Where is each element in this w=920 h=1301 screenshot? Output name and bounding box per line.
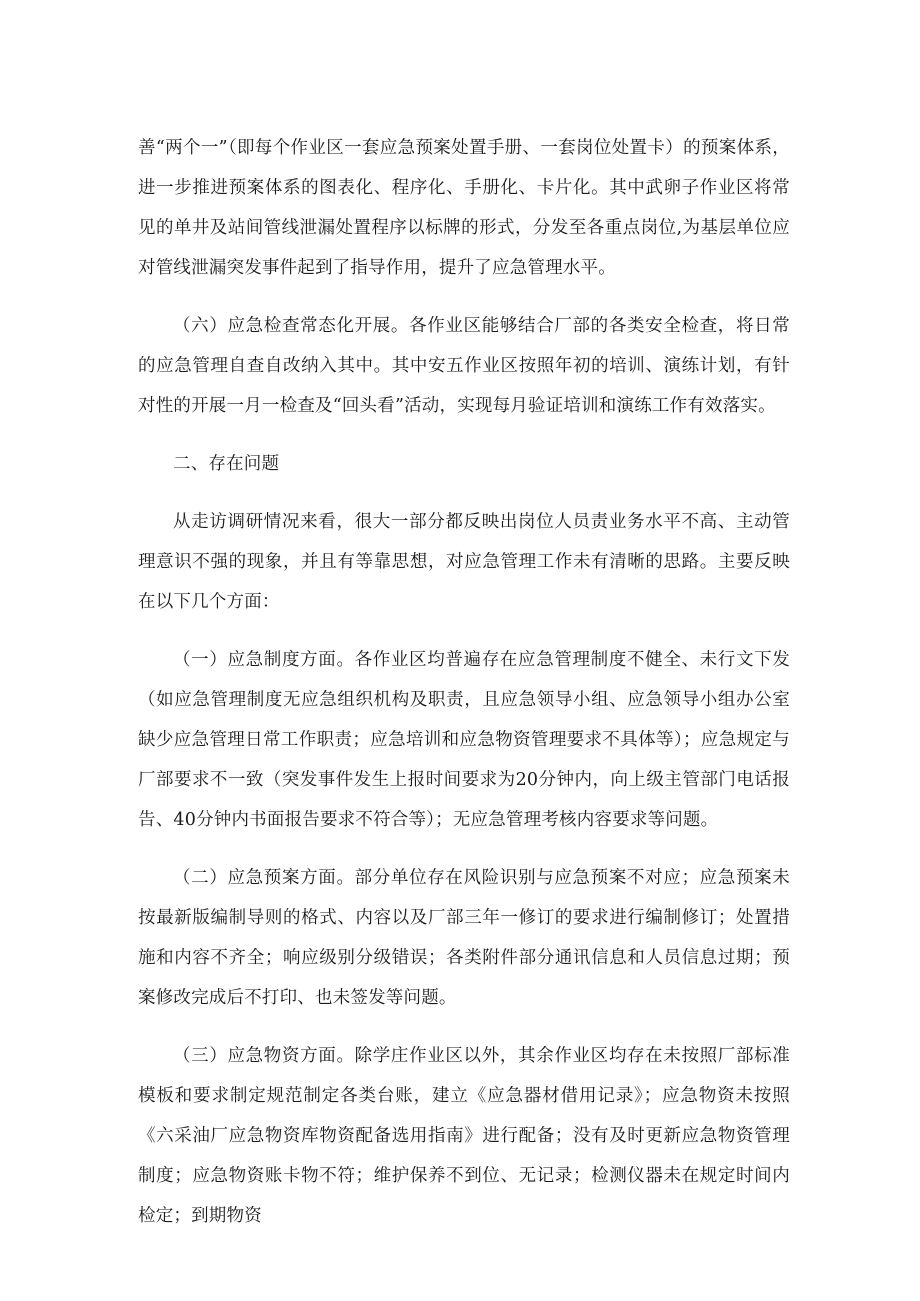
section-heading: 二、存在问题 [173,454,280,474]
paragraph-item-3: （三）应急物资方面。除学庄作业区以外，其余作业区均存在未按照厂部标准模板和要求制定规范制定各类台账，建立《应急器材借用记录》；应急物资未按照《六采油厂应急物资库物资配备选用指南》进行配备；没有及时更新应急物资管理制度；应急物资账卡物不符；维护保养不到位、无记录；检测仪器未在规定时间内检定；到期物资 [138,1046,790,1226]
paragraph-item-1: （一）应急制度方面。各作业区均普遍存在应急管理制度不健全、未行文下发（如应急管理制度无应急组织机构及职责，且应急领导小组、应急领导小组办公室缺少应急管理日常工作职责；应急培训和应急物资管理要求不具体等）；应急规定与厂部要求不一致（突发事件发生上报时间要求为20分钟内，向上级主管部门电话报告、40分钟内书面报告要求不符合等）；无应急管理考核内容要求等问题。 [138,650,790,830]
paragraph-intro: 从走访调研情况来看，很大一部分都反映出岗位人员责业务水平不高、主动管理意识不强的现象，并且有等靠思想，对应急管理工作未有清晰的思路。主要反映在以下几个方面： [138,512,790,612]
document-body [138,128,790,1254]
paragraph-item-6: （六）应急检查常态化开展。各作业区能够结合厂部的各类安全检查，将日常的应急管理自查自改纳入其中。其中安五作业区按照年初的培训、演练计划，有针对性的开展一月一检查及“回头看”活动，实现每月验证培训和演练工作有效落实。 [138,316,790,416]
paragraph-item-2: （二）应急预案方面。部分单位存在风险识别与应急预案不对应；应急预案未按最新版编制导则的格式、内容以及厂部三年一修订的要求进行编制修订；处置措施和内容不齐全；响应级别分级错误；各类附件部分通讯信息和人员信息过期；预案修改完成后不打印、也未签发等问题。 [138,868,790,1008]
paragraph-continuation: 善“两个一”（即每个作业区一套应急预案处置手册、一套岗位处置卡）的预案体系，进一步推进预案体系的图表化、程序化、手册化、卡片化。其中武卵子作业区将常见的单井及站间管线泄漏处置程序以标牌的形式，分发至各重点岗位,为基层单位应对管线泄漏突发事件起到了指导作用，提升了应急管理水平。 [138,138,790,278]
